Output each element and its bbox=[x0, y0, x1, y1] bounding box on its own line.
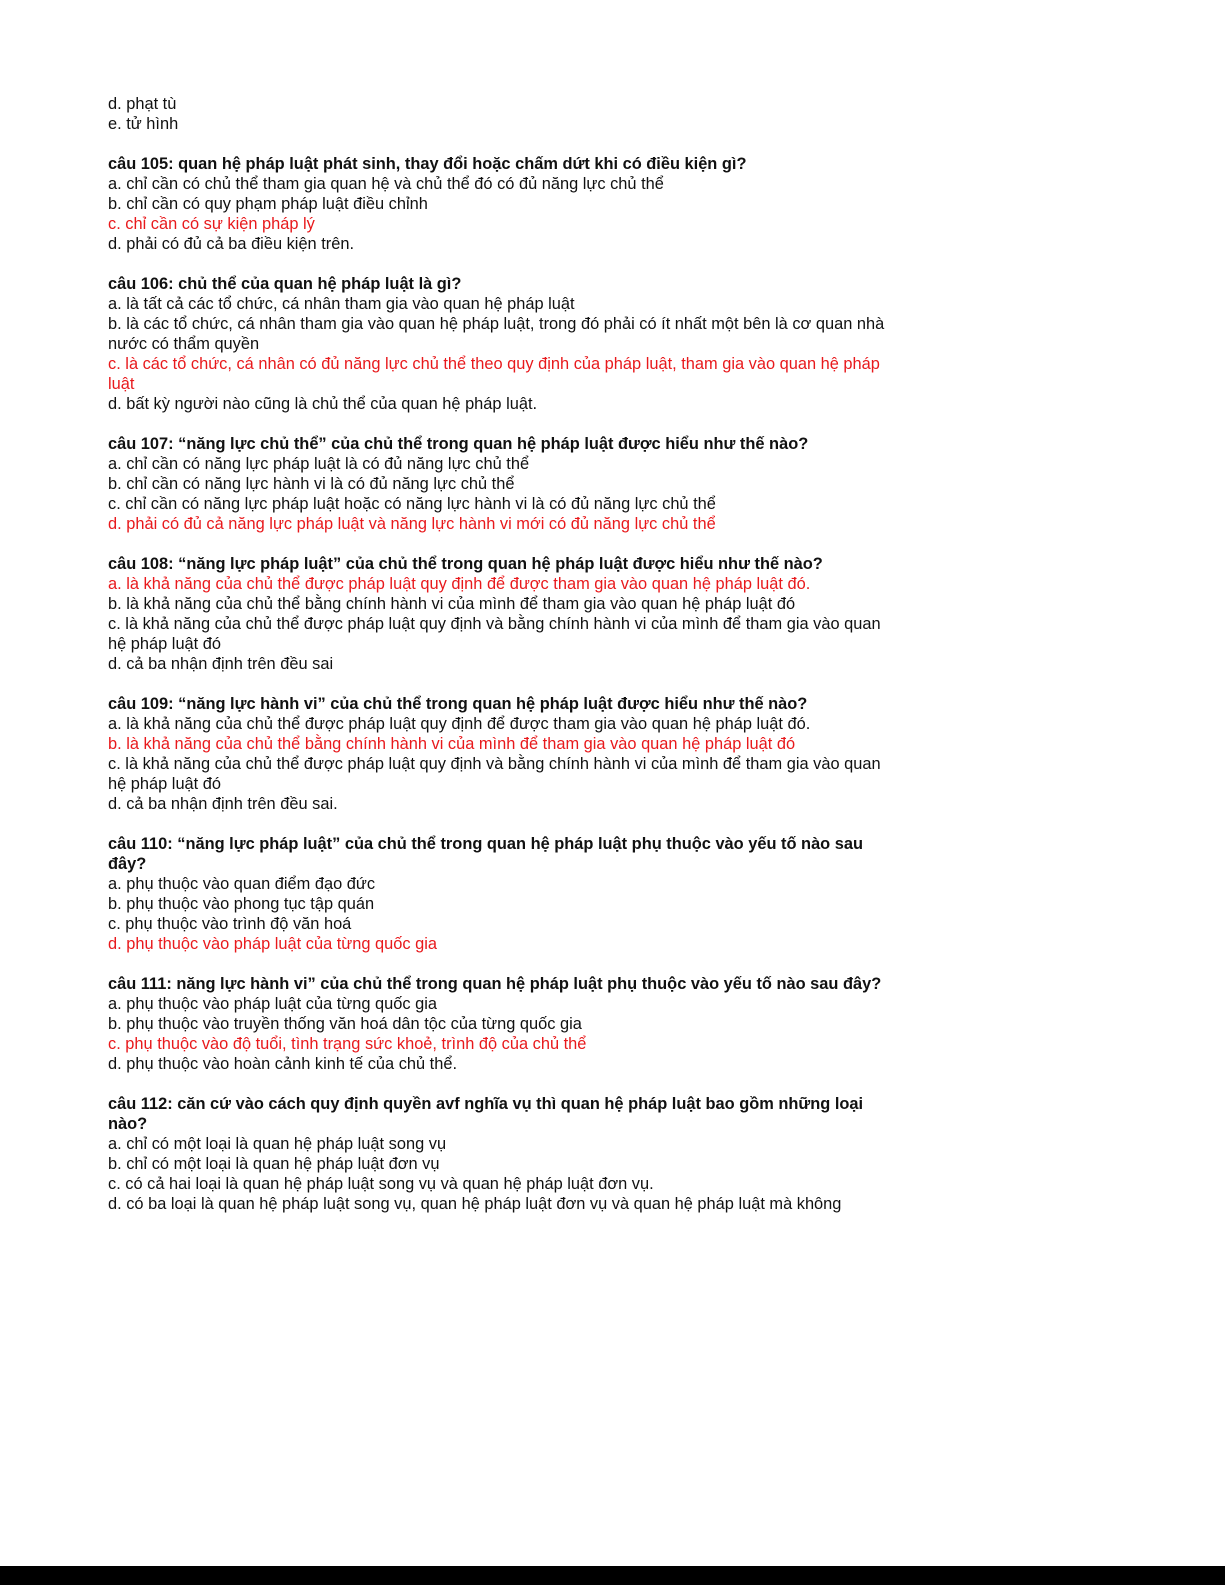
option-text: d. phụ thuộc vào hoàn cảnh kinh tế của chủ thể. bbox=[108, 1055, 458, 1073]
correct-option-text: b. là khả năng của chủ thể bằng chính hành vi của mình để tham gia vào quan hệ pháp luật đó bbox=[108, 735, 796, 753]
question-block bbox=[108, 434, 898, 534]
option-text: c. là khả năng của chủ thể được pháp luật quy định và bằng chính hành vi của mình để tham gia vào quan hệ pháp luật đó bbox=[108, 615, 881, 653]
option-text: c. chỉ cần có năng lực pháp luật hoặc có năng lực hành vi là có đủ năng lực chủ thể bbox=[108, 495, 716, 513]
option-text: a. chỉ cần có chủ thể tham gia quan hệ và chủ thể đó có đủ năng lực chủ thể bbox=[108, 175, 664, 193]
correct-option-text: c. là các tổ chức, cá nhân có đủ năng lực chủ thể theo quy định của pháp luật, tham gia vào quan hệ pháp luật bbox=[108, 355, 880, 393]
option-text: a. chỉ cần có năng lực pháp luật là có đủ năng lực chủ thể bbox=[108, 455, 530, 473]
option-text: a. phụ thuộc vào quan điểm đạo đức bbox=[108, 875, 376, 893]
carryover-options bbox=[108, 94, 898, 134]
option-text: b. chỉ cần có quy phạm pháp luật điều chỉnh bbox=[108, 195, 428, 213]
question-title: câu 112: căn cứ vào cách quy định quyền avf nghĩa vụ thì quan hệ pháp luật bao gồm những loại nào? bbox=[108, 1095, 864, 1133]
option-text: d. cả ba nhận định trên đều sai bbox=[108, 655, 334, 673]
question-title: câu 108: “năng lực pháp luật” của chủ thể trong quan hệ pháp luật được hiểu như thế nào? bbox=[108, 555, 823, 573]
correct-option-text: d. phải có đủ cả năng lực pháp luật và năng lực hành vi mới có đủ năng lực chủ thể bbox=[108, 515, 716, 533]
question-title: câu 111: năng lực hành vi” của chủ thể trong quan hệ pháp luật phụ thuộc vào yếu tố nào sau đây? bbox=[108, 975, 882, 993]
question-block bbox=[108, 694, 898, 814]
question-block bbox=[108, 274, 898, 414]
option-text: c. có cả hai loại là quan hệ pháp luật song vụ và quan hệ pháp luật đơn vụ. bbox=[108, 1175, 654, 1193]
document-page bbox=[108, 94, 898, 1214]
option-text: a. chỉ có một loại là quan hệ pháp luật song vụ bbox=[108, 1135, 447, 1153]
option-text: a. phụ thuộc vào pháp luật của từng quốc gia bbox=[108, 995, 438, 1013]
option-text: b. là các tổ chức, cá nhân tham gia vào quan hệ pháp luật, trong đó phải có ít nhất một bên là cơ quan nhà nước có thẩm quyền bbox=[108, 315, 885, 353]
question-title: câu 110: “năng lực pháp luật” của chủ thể trong quan hệ pháp luật phụ thuộc vào yếu tố nào sau đây? bbox=[108, 835, 863, 873]
question-title: câu 109: “năng lực hành vi” của chủ thể trong quan hệ pháp luật được hiểu như thế nào? bbox=[108, 695, 808, 713]
question-block bbox=[108, 1094, 898, 1214]
question-block bbox=[108, 974, 898, 1074]
option-text: e. tử hình bbox=[108, 115, 179, 133]
bottom-border bbox=[0, 1566, 1225, 1585]
correct-option-text: a. là khả năng của chủ thể được pháp luật quy định để được tham gia vào quan hệ pháp luật đó. bbox=[108, 575, 811, 593]
question-title: câu 105: quan hệ pháp luật phát sinh, thay đổi hoặc chấm dứt khi có điều kiện gì? bbox=[108, 155, 747, 173]
question-block bbox=[108, 834, 898, 954]
option-text: d. cả ba nhận định trên đều sai. bbox=[108, 795, 338, 813]
correct-option-text: c. phụ thuộc vào độ tuổi, tình trạng sức khoẻ, trình độ của chủ thể bbox=[108, 1035, 587, 1053]
option-text: b. phụ thuộc vào truyền thống văn hoá dân tộc của từng quốc gia bbox=[108, 1015, 582, 1033]
question-block bbox=[108, 554, 898, 674]
option-text: b. chỉ cần có năng lực hành vi là có đủ năng lực chủ thể bbox=[108, 475, 515, 493]
option-text: b. phụ thuộc vào phong tục tập quán bbox=[108, 895, 375, 913]
option-text: b. chỉ có một loại là quan hệ pháp luật đơn vụ bbox=[108, 1155, 440, 1173]
correct-option-text: d. phụ thuộc vào pháp luật của từng quốc gia bbox=[108, 935, 438, 953]
option-text: c. là khả năng của chủ thể được pháp luật quy định và bằng chính hành vi của mình để tham gia vào quan hệ pháp luật đó bbox=[108, 755, 881, 793]
option-text: d. phải có đủ cả ba điều kiện trên. bbox=[108, 235, 355, 253]
option-text: a. là khả năng của chủ thể được pháp luật quy định để được tham gia vào quan hệ pháp luật đó. bbox=[108, 715, 811, 733]
option-text: b. là khả năng của chủ thể bằng chính hành vi của mình để tham gia vào quan hệ pháp luật đó bbox=[108, 595, 796, 613]
option-text: d. phạt tù bbox=[108, 95, 177, 113]
question-title: câu 106: chủ thể của quan hệ pháp luật là gì? bbox=[108, 275, 462, 293]
option-text: d. có ba loại là quan hệ pháp luật song vụ, quan hệ pháp luật đơn vụ và quan hệ pháp luật mà không bbox=[108, 1195, 842, 1213]
option-text: c. phụ thuộc vào trình độ văn hoá bbox=[108, 915, 352, 933]
option-text: a. là tất cả các tổ chức, cá nhân tham gia vào quan hệ pháp luật bbox=[108, 295, 575, 313]
correct-option-text: c. chỉ cần có sự kiện pháp lý bbox=[108, 215, 315, 233]
question-block bbox=[108, 154, 898, 254]
question-title: câu 107: “năng lực chủ thể” của chủ thể trong quan hệ pháp luật được hiểu như thế nào? bbox=[108, 435, 809, 453]
option-text: d. bất kỳ người nào cũng là chủ thể của quan hệ pháp luật. bbox=[108, 395, 538, 413]
